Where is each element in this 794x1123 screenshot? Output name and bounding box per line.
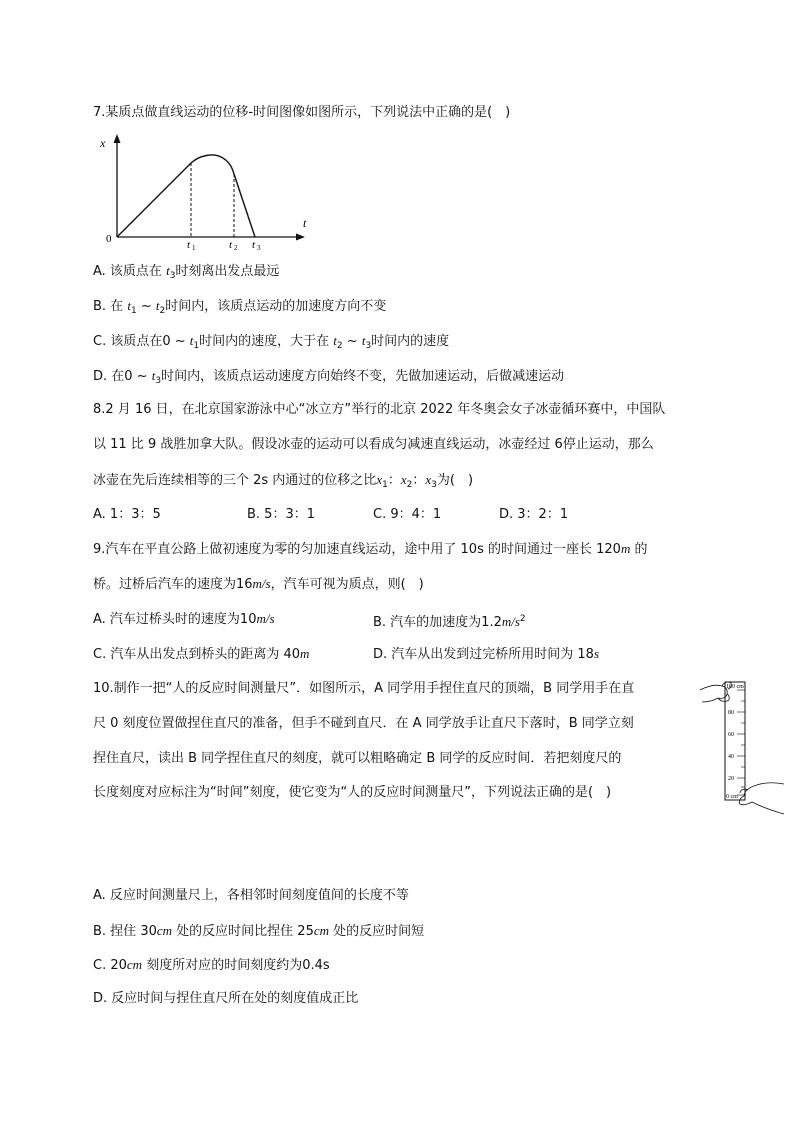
q9-stem-text-4: ，汽车可视为质点，则( ) bbox=[270, 577, 424, 592]
q8-stem-line1: 8.2 月 16 日，在北京国家游泳中心“冰立方”举行的北京 2022 年冬奥会女子冰壶循环赛中，中国队 bbox=[93, 402, 666, 417]
sub: 2 bbox=[159, 306, 166, 316]
q10-stem-line3: 捏住直尺，读出 B 同学捏住直尺的刻度，就可以粗略确定 B 同学的反应时间．若把刻度尺的 bbox=[93, 751, 622, 766]
sub: 3 bbox=[155, 376, 162, 386]
q9-option-d[interactable] bbox=[373, 645, 599, 664]
xt-graph bbox=[98, 130, 318, 252]
var-x: x bbox=[400, 472, 407, 487]
q8-stem-line2: 以 11 比 9 战胜加拿大队。假设冰壶的运动可以看成匀减速直线运动，冰壶经过 6停止运动，那么 bbox=[93, 437, 654, 452]
origin-label: 0 bbox=[106, 233, 112, 245]
colon: ： bbox=[387, 473, 401, 488]
tick-t3-sub: 3 bbox=[257, 244, 261, 252]
q8-option-b[interactable]: B. 5：3：1 bbox=[247, 507, 315, 522]
sub: 3 bbox=[169, 271, 176, 281]
unit: m/s bbox=[501, 614, 520, 629]
y-axis-label: x bbox=[100, 136, 106, 150]
q9-option-a-text: A. 汽车过桥头时的速度为10 bbox=[93, 612, 257, 627]
q10-option-d[interactable]: D. 反应时间与捏住直尺所在处的刻度值成正比 bbox=[93, 991, 359, 1006]
ruler-top-label: 100 cm bbox=[726, 684, 744, 690]
q7-option-b[interactable] bbox=[93, 297, 386, 320]
sub: 1 bbox=[382, 480, 388, 490]
var-t: t bbox=[189, 333, 194, 348]
q9-stem-text-3: 桥。过桥后汽车的速度为16 bbox=[93, 577, 253, 592]
unit: s bbox=[593, 646, 600, 661]
q7-option-d-text-2: 时间内，该质点运动速度方向始终不变，先做加速运动，后做减速运动 bbox=[161, 369, 565, 384]
q7-option-a[interactable] bbox=[93, 262, 279, 285]
tick-t1-sub: 1 bbox=[192, 244, 196, 252]
var-t: t bbox=[127, 298, 131, 313]
q8-option-a[interactable]: A. 1：3：5 bbox=[93, 507, 161, 522]
q8-option-d[interactable]: D. 3：2：1 bbox=[499, 507, 569, 522]
q7-option-c-text-2: 时间内的速度，大于在 bbox=[199, 334, 334, 349]
x-axis-label: t bbox=[303, 216, 307, 230]
q9-option-c-text: C. 汽车从出发点到桥头的距离为 40 bbox=[93, 647, 301, 662]
sup: 2 bbox=[519, 614, 526, 624]
q10-option-b-text-2: 处的反应时间比捏住 25 bbox=[172, 924, 314, 939]
q10-option-a[interactable]: A. 反应时间测量尺上，各相邻时间刻度值间的长度不等 bbox=[93, 888, 409, 903]
q9-stem-line2 bbox=[93, 575, 424, 594]
q10-option-c-text-2: 刻度所对应的时间刻度约为0.4s bbox=[142, 958, 330, 973]
q7-option-d[interactable] bbox=[93, 367, 564, 390]
tilde: ~ bbox=[136, 299, 156, 314]
tick-t3-label: t bbox=[252, 239, 256, 251]
q9-option-c[interactable] bbox=[93, 645, 309, 664]
ruler-figure bbox=[700, 674, 786, 822]
ruler-tick-20: 20 bbox=[728, 776, 734, 782]
var-t: t bbox=[361, 333, 366, 348]
ruler-tick-40: 40 bbox=[728, 754, 734, 760]
q10-stem-line2: 尺 0 刻度位置做捏住直尺的准备，但手不碰到直尺．在 A 同学放手让直尺下落时，B 同学立刻 bbox=[93, 716, 634, 731]
q10-option-b[interactable] bbox=[93, 922, 424, 941]
q9-stem-text: 9.汽车在平直公路上做初速度为零的匀加速直线运动，途中用了 10s 的时间通过一座长 120 bbox=[93, 542, 621, 557]
q10-option-c[interactable] bbox=[93, 956, 330, 975]
q7-option-a-text-2: 时刻离出发点最远 bbox=[175, 264, 280, 279]
q7-option-c-text: C. 该质点在0 ~ bbox=[93, 334, 190, 349]
sub: 1 bbox=[130, 306, 137, 316]
q9-stem-line1 bbox=[93, 540, 647, 559]
ruler-tick-80: 80 bbox=[728, 710, 734, 716]
q7-option-c-text-3: 时间内的速度 bbox=[371, 334, 450, 349]
sub: 3 bbox=[431, 480, 437, 490]
var-t: t bbox=[333, 333, 337, 348]
hand-b-icon bbox=[739, 783, 784, 814]
q10-option-b-text: B. 捏住 30 bbox=[93, 924, 157, 939]
q8-option-c[interactable]: C. 9：4：1 bbox=[373, 507, 442, 522]
sub: 3 bbox=[365, 341, 372, 351]
colon: ： bbox=[412, 473, 426, 488]
q9-stem-text-2: 的 bbox=[630, 542, 648, 557]
q9-option-d-text: D. 汽车从出发到过完桥所用时间为 18 bbox=[373, 647, 594, 662]
ruler-bottom-label: 0 cm bbox=[726, 794, 738, 800]
q7-option-b-text: B. 在 bbox=[93, 299, 128, 314]
q9-option-b-text: B. 汽车的加速度为1.2 bbox=[373, 615, 502, 630]
unit: cm bbox=[126, 957, 143, 972]
var-x: x bbox=[425, 472, 432, 487]
unit: m bbox=[620, 541, 631, 556]
q7-option-b-text-2: 时间内，该质点运动的加速度方向不变 bbox=[165, 299, 387, 314]
tick-t1-label: t bbox=[187, 239, 191, 251]
q8-stem-text-2: 为( ) bbox=[436, 473, 474, 488]
unit: m/s bbox=[256, 611, 275, 626]
sub: 2 bbox=[406, 480, 413, 490]
var-t: t bbox=[155, 298, 160, 313]
sub: 1 bbox=[193, 341, 200, 351]
ruler-tick-60: 60 bbox=[728, 732, 734, 738]
sub: 2 bbox=[336, 341, 343, 351]
q8-stem-line3 bbox=[93, 471, 473, 494]
var-t: t bbox=[151, 368, 156, 383]
q10-stem-line4: 长度刻度对应标注为“时间”刻度，使它变为“人的反应时间测量尺”，下列说法正确的是( ) bbox=[93, 785, 612, 800]
q7-option-a-text: A. 该质点在 bbox=[93, 264, 167, 279]
q7-option-c[interactable] bbox=[93, 332, 449, 355]
unit: cm bbox=[156, 923, 173, 938]
unit: m/s bbox=[252, 576, 271, 591]
q9-option-b[interactable] bbox=[373, 610, 526, 632]
q8-stem-text: 冰壶在先后连续相等的三个 2s 内通过的位移之比 bbox=[93, 473, 377, 488]
var-t: t bbox=[166, 263, 170, 278]
unit: m bbox=[300, 646, 310, 661]
q10-option-c-text: C. 20 bbox=[93, 958, 127, 973]
tick-t2-sub: 2 bbox=[234, 244, 238, 252]
tilde: ~ bbox=[342, 334, 362, 349]
tick-t2-label: t bbox=[229, 239, 233, 251]
q10-stem-line1: 10.制作一把“人的反应时间测量尺”．如图所示，A 同学用手捏住直尺的顶端，B 同学用手在直 bbox=[93, 681, 635, 696]
q7-option-d-text: D. 在0 ~ bbox=[93, 369, 152, 384]
var-x: x bbox=[376, 472, 383, 487]
q9-option-a[interactable] bbox=[93, 610, 275, 629]
q10-option-b-text-3: 处的反应时间短 bbox=[329, 924, 425, 939]
unit: cm bbox=[313, 923, 330, 938]
q7-stem: 7.某质点做直线运动的位移-时间图像如图所示，下列说法中正确的是( ) bbox=[93, 105, 511, 120]
